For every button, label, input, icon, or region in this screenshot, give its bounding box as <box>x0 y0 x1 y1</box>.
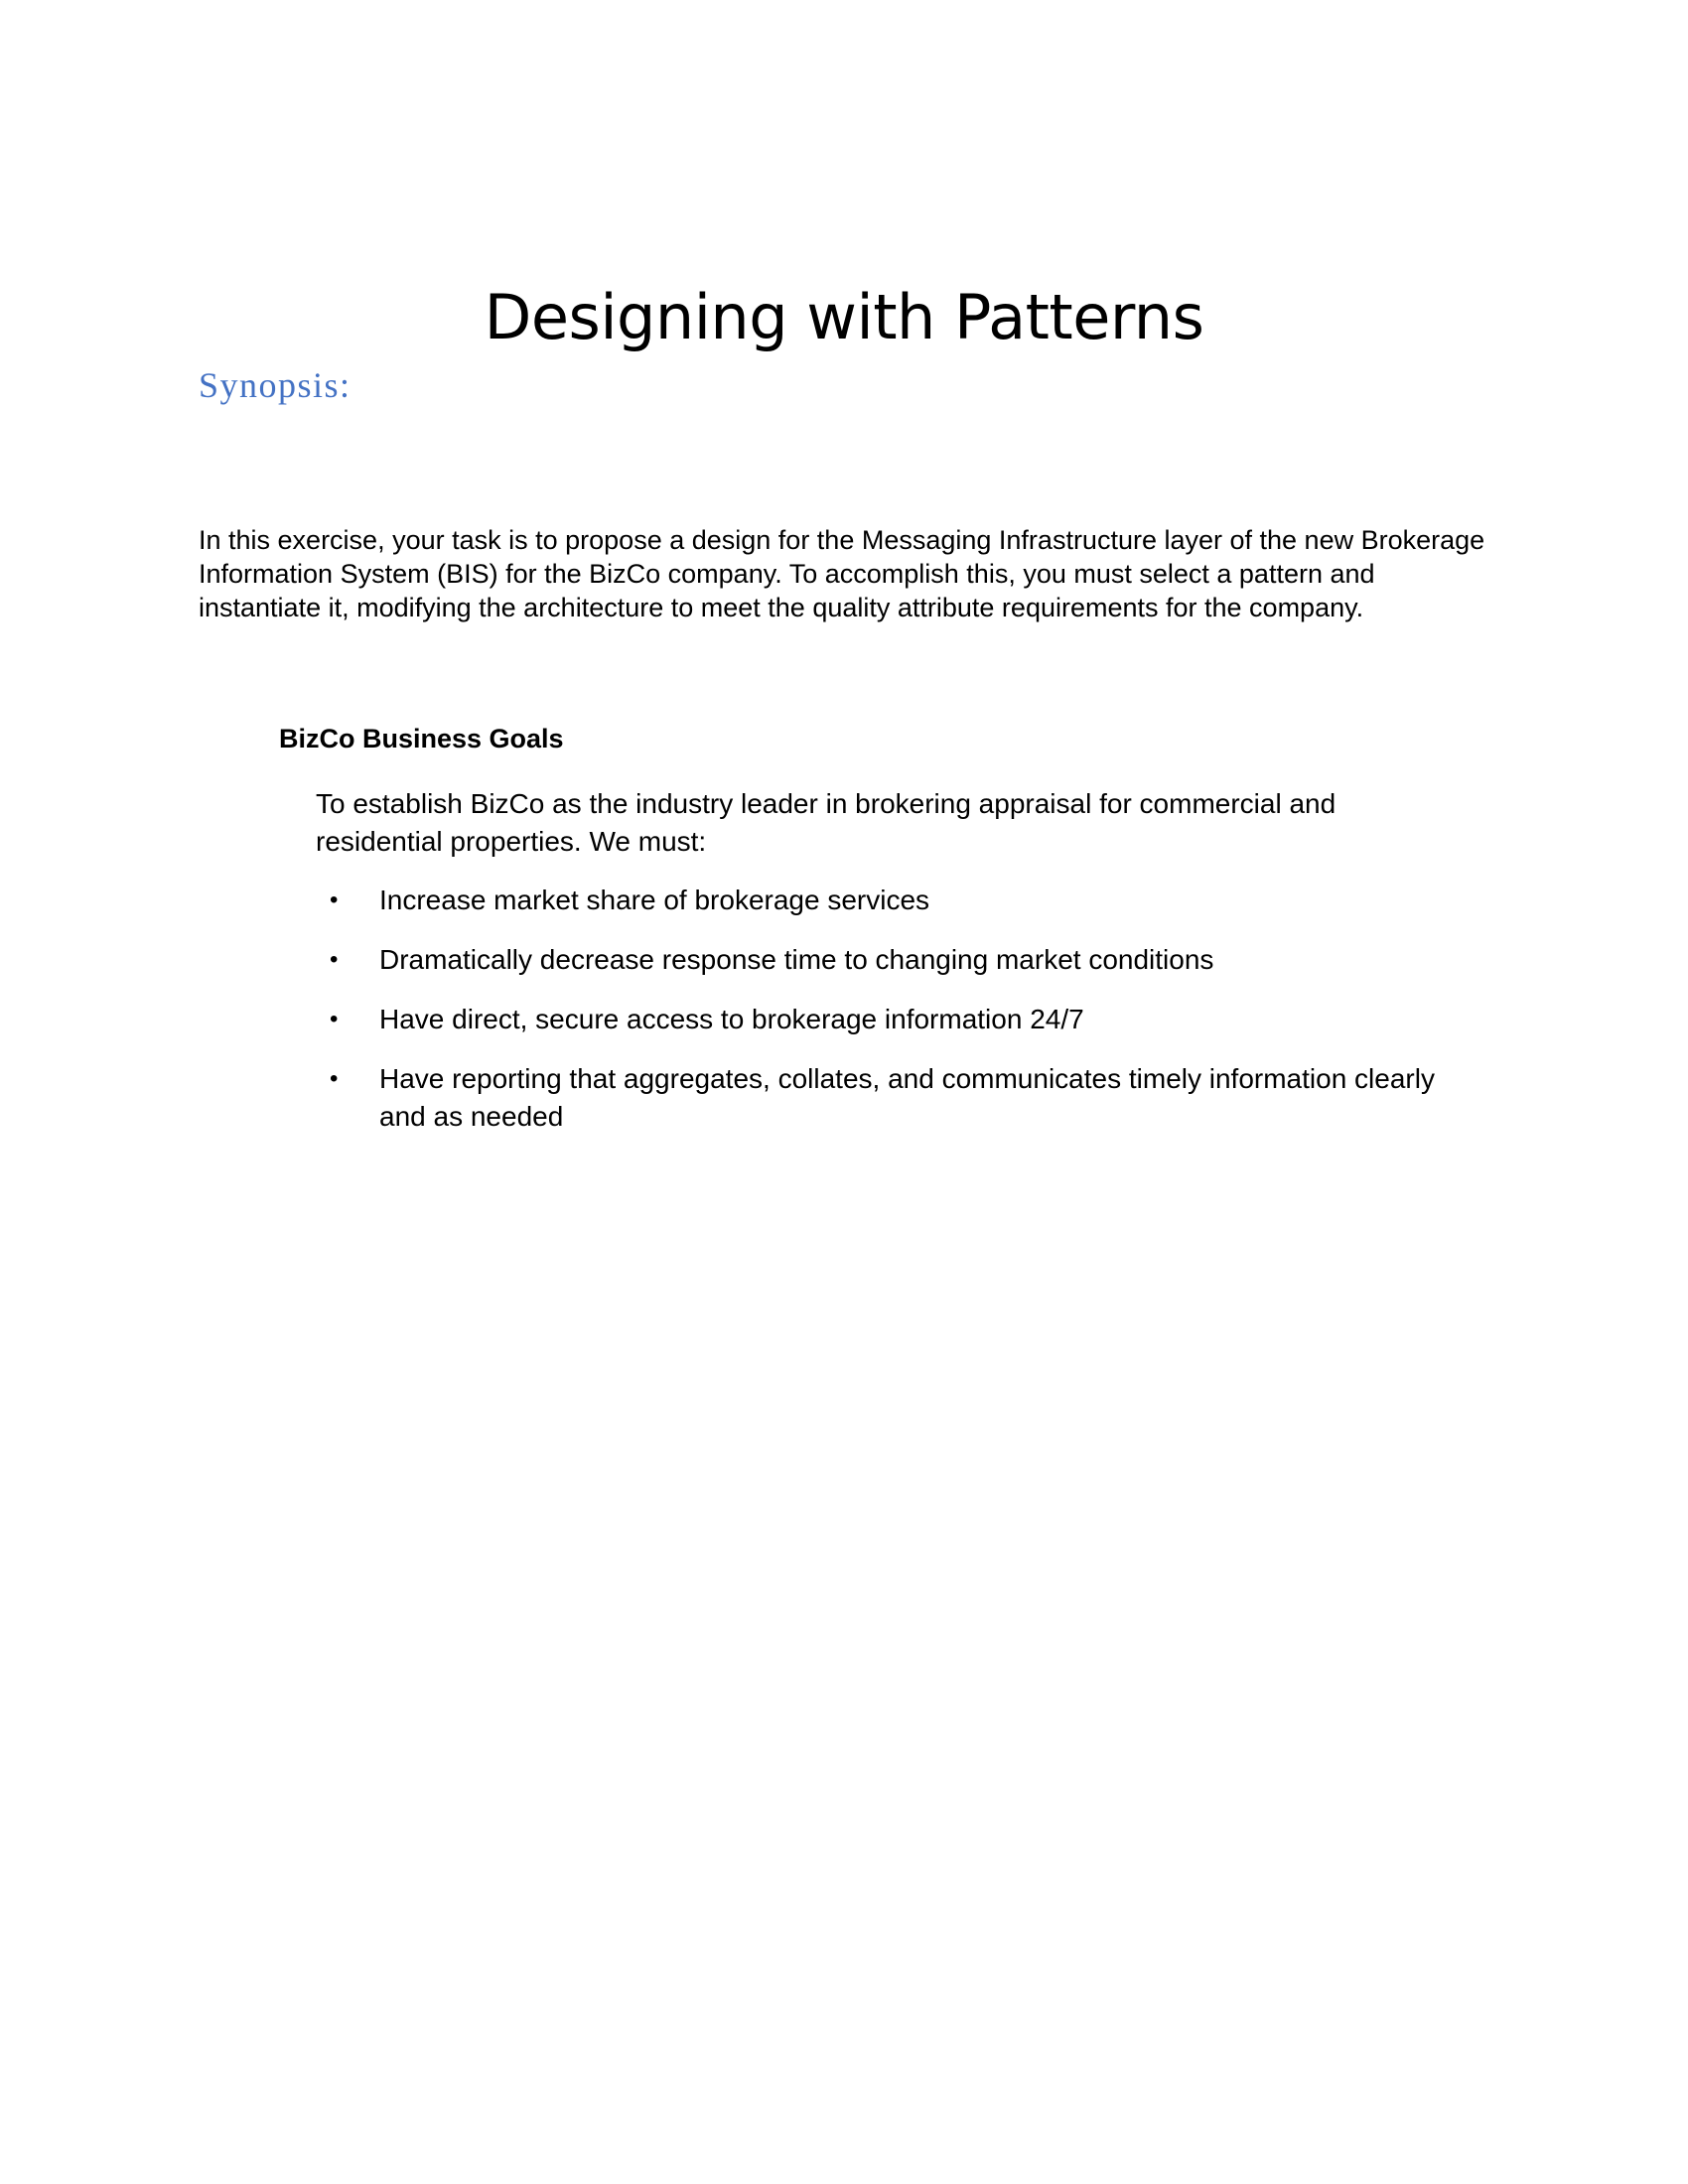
list-item-text: Have direct, secure access to brokerage information 24/7 <box>379 1004 1084 1034</box>
business-goals-heading: BizCo Business Goals <box>279 724 564 753</box>
list-item <box>316 941 1438 979</box>
list-item <box>316 882 1438 919</box>
business-goals-lead: To establish BizCo as the industry leader in brokering appraisal for commercial and residential properties. We must: <box>316 788 1336 857</box>
list-item-text: Dramatically decrease response time to changing market conditions <box>379 944 1214 975</box>
list-item <box>316 1001 1438 1038</box>
bullet-icon: • <box>330 946 339 973</box>
list-item-text: Increase market share of brokerage services <box>379 885 930 915</box>
bullet-icon: • <box>330 1065 339 1092</box>
document-title: Designing with Patterns <box>484 281 1204 353</box>
list-item <box>316 1060 1438 1136</box>
intro-paragraph: In this exercise, your task is to propose a design for the Messaging Infrastructure layer of the new Brokerage Information System (BIS) for the BizCo company. To accomplish this, you must select a pattern and instantiate it, modifying the architecture to meet the quality attribute requirements for the company. <box>199 525 1485 622</box>
bullet-icon: • <box>330 887 339 913</box>
bullet-icon: • <box>330 1006 339 1032</box>
list-item-text: Have reporting that aggregates, collates, and communicates timely information clearly and as needed <box>379 1063 1435 1132</box>
synopsis-heading: Synopsis: <box>199 365 352 405</box>
business-goals-list <box>316 882 1438 1158</box>
